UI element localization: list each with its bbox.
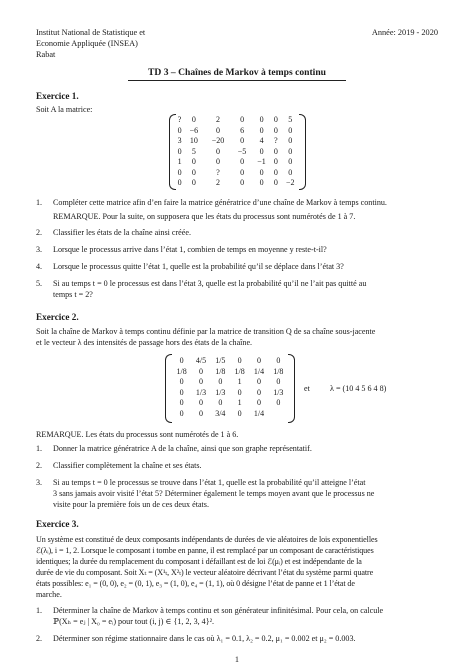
right-bracket xyxy=(299,114,306,190)
matrix-cell: 0 xyxy=(240,136,245,145)
matrix-cell: 0 xyxy=(198,408,203,418)
matrix-cell: 0 xyxy=(198,377,203,386)
matrix-cell: 1 xyxy=(237,377,242,386)
matrix-cell: 0 xyxy=(179,408,184,418)
matrix-cell: 1/3 xyxy=(273,387,284,397)
matrix-cell: ? xyxy=(274,136,278,145)
q-number: 5. xyxy=(36,279,43,288)
ex3-paragraph-line2: ℰ(λᵢ), i = 1, 2. Lorsque le composant i tombe en panne, il est remplacé par un composant de caractéristiques xyxy=(36,546,374,555)
matrix-cell: 0 xyxy=(215,157,220,166)
ex3-paragraph-line6: marche. xyxy=(36,590,62,599)
page-number: 1 xyxy=(234,655,240,664)
matrix-row xyxy=(175,115,300,126)
matrix-row xyxy=(172,388,288,399)
matrix-cell: 0 xyxy=(179,377,184,386)
matrix-cell: −1 xyxy=(257,157,266,166)
matrix-cell: 0 xyxy=(256,356,261,365)
ex1-matrix-table xyxy=(175,115,300,189)
ex1-q3: Lorsque le processus arrive dans l’état 1, combien de temps en moyenne y reste-t-il? xyxy=(53,245,327,254)
matrix-cell: 0 xyxy=(191,157,196,166)
matrix-cell: 0 xyxy=(273,115,278,124)
matrix-cell: 10 xyxy=(189,136,198,145)
q-number: 2. xyxy=(36,461,43,470)
matrix-cell: 3/4 xyxy=(215,408,226,418)
q-number: 1. xyxy=(36,444,43,453)
ex2-intro-line1: Soit la chaîne de Markov à temps continu définie par la matrice de transition Q de sa chaîne sous-jacente xyxy=(36,327,376,336)
matrix-cell: −6 xyxy=(189,125,199,135)
matrix-cell: 0 xyxy=(256,387,261,397)
matrix-cell: 0 xyxy=(276,356,281,365)
q-number: 3. xyxy=(36,478,43,487)
matrix-cell: ? xyxy=(177,115,182,124)
ex2-heading: Exercice 2. xyxy=(36,312,79,322)
matrix-cell: 1/8 xyxy=(273,366,284,376)
document-title: TD 3 – Chaînes de Markov à temps continu xyxy=(147,67,327,78)
ex2-matrix-table xyxy=(172,356,288,419)
matrix-cell: 0 xyxy=(288,136,293,145)
matrix-row xyxy=(175,136,300,147)
ex2-intro-line2: et le vecteur λ des intensités de passage hors des états de la chaîne. xyxy=(36,338,253,347)
matrix-cell: 1/4 xyxy=(253,408,265,418)
matrix-cell: 0 xyxy=(273,167,278,177)
matrix-row xyxy=(175,157,300,168)
ex2-q3-line3: visite pour la première fois un de ces deux états. xyxy=(53,500,209,509)
matrix-row xyxy=(175,168,300,179)
ex1-q5-line2: temps t = 2? xyxy=(53,290,93,299)
ex1-intro: Soit A la matrice: xyxy=(36,105,93,114)
matrix-cell: 0 xyxy=(177,125,182,135)
matrix-cell: 0 xyxy=(198,366,203,376)
matrix-row xyxy=(172,367,288,378)
matrix-cell: 1/4 xyxy=(253,366,265,376)
ex3-heading: Exercice 3. xyxy=(36,519,79,529)
ex3-paragraph-line1: Un système est constitué de deux composants indépendants de durées de vie aléatoires de lois exponentielles xyxy=(36,535,378,544)
matrix-cell: 0 xyxy=(288,146,293,156)
matrix-cell: 0 xyxy=(218,398,223,407)
ex1-q2: Classifier les états de la chaîne ainsi créée. xyxy=(53,228,191,237)
ex1-heading: Exercice 1. xyxy=(36,91,79,101)
ex3-paragraph-line5: états possibles: e₁ = (0, 0), e₂ = (0, 1), e₃ = (1, 0), e₄ = (1, 1), où 0 désigne l’état de panne et 1 l’état de xyxy=(36,579,355,588)
ex1-q5-line1: Si au temps t = 0 le processus est dans l’état 3, quelle est la probabilité qu’il ne l’ait pas quitté au xyxy=(53,279,367,288)
matrix-cell: 0 xyxy=(191,178,196,187)
q-number: 1. xyxy=(36,198,43,207)
ex1-q1: Compléter cette matrice afin d’en faire la matrice génératrice d’une chaîne de Markov à temps continu. xyxy=(53,198,387,207)
matrix-cell: 0 xyxy=(177,146,182,156)
matrix-cell: −2 xyxy=(285,178,295,187)
matrix-cell: 3 xyxy=(177,136,182,145)
matrix-cell: 0 xyxy=(198,398,203,407)
matrix-cell: 0 xyxy=(256,398,261,407)
matrix-cell: 0 xyxy=(276,377,281,386)
matrix-cell: 0 xyxy=(179,356,184,365)
ex1-remark: REMARQUE. Pour la suite, on supposera que les états du processus sont numérotés de 1 à 7. xyxy=(53,212,356,221)
city: Rabat xyxy=(36,50,56,59)
academic-year: Année: 2019 - 2020 xyxy=(371,28,438,37)
matrix-cell: 1 xyxy=(237,398,242,407)
matrix-cell: 0 xyxy=(288,125,293,135)
matrix-row xyxy=(175,178,300,189)
matrix-cell: 0 xyxy=(288,157,293,166)
matrix-cell: 0 xyxy=(191,115,196,124)
matrix-cell: 0 xyxy=(240,157,245,166)
matrix-cell xyxy=(269,409,288,420)
q-number: 1. xyxy=(36,606,43,615)
matrix-cell: 0 xyxy=(259,146,264,156)
institute-line2: Economie Appliquée (INSEA) xyxy=(36,39,138,48)
matrix-cell: 1/8 xyxy=(176,366,187,376)
matrix-cell: 0 xyxy=(288,167,293,177)
ex3-q1-line2: ℙ(Xₕ = eⱼ | X₀ = eᵢ) pour tout (i, j) ∈ {1, 2, 3, 4}². xyxy=(53,617,215,626)
matrix-cell: 4/5 xyxy=(195,356,207,365)
matrix-cell: 0 xyxy=(237,387,242,397)
matrix-cell: −5 xyxy=(237,146,247,156)
matrix-cell: 1/8 xyxy=(215,366,226,376)
ex2-q3-line1: Si au temps t = 0 le processus se trouve dans l’état 1, quelle est la probabilité qu’il atteigne l’état xyxy=(53,478,366,487)
matrix-cell: 2 xyxy=(215,178,220,187)
ex1-q4: Lorsque le processus quitte l’état 1, quelle est la probabilité qu’il se déplace dans l’état 3? xyxy=(53,262,344,271)
matrix-cell: ? xyxy=(216,167,220,177)
ex3-q1-line1: Déterminer la chaîne de Markov à temps continu et son générateur infinitésimal. Pour cela, on calcule xyxy=(53,606,384,615)
left-bracket xyxy=(165,354,172,423)
lambda-vector: λ = (10 4 5 6 4 8) xyxy=(330,384,387,393)
matrix-cell: 4 xyxy=(259,136,264,145)
matrix-cell: 0 xyxy=(218,377,223,386)
matrix-row xyxy=(172,377,288,388)
q-number: 4. xyxy=(36,262,43,271)
ex3-q2: Déterminer son régime stationnaire dans le cas où λ₁ = 0.1, λ₂ = 0.2, μ₁ = 0.002 et μ₂ = 0.003. xyxy=(53,634,356,643)
matrix-cell: 0 xyxy=(259,125,264,135)
matrix-cell: 0 xyxy=(259,167,264,177)
ex2-q3-line2: 3 sans jamais avoir visité l’état 5? Déterminer également le temps moyen avant que le processus ne xyxy=(53,489,375,498)
ex2-remark: REMARQUE. Les états du processus sont numérotés de 1 à 6. xyxy=(36,430,239,439)
matrix-cell: 1/8 xyxy=(234,366,245,376)
matrix-cell: 2 xyxy=(215,115,220,124)
ex2-q2: Classifier complètement la chaîne et ses états. xyxy=(53,461,202,470)
matrix-cell: 0 xyxy=(215,146,220,156)
ex3-paragraph-line3: identiques; la durée du remplacement du composant i défaillant est de loi ℰ(μᵢ) et est indépendante de la xyxy=(36,557,362,566)
matrix-cell: 0 xyxy=(259,178,264,187)
q-number: 2. xyxy=(36,228,43,237)
matrix-cell: 5 xyxy=(191,146,196,156)
matrix-cell: 0 xyxy=(237,408,242,418)
q-number: 3. xyxy=(36,245,43,254)
matrix-cell: 0 xyxy=(177,178,182,187)
q-number: 2. xyxy=(36,634,43,643)
title-underline xyxy=(128,80,346,81)
matrix-cell: 0 xyxy=(273,125,278,135)
matrix-cell: 1/3 xyxy=(195,387,207,397)
matrix-cell: 1/3 xyxy=(215,387,226,397)
and-word: et xyxy=(304,384,310,393)
matrix-cell: 0 xyxy=(179,398,184,407)
ex3-paragraph-line4: durée de vie du composant. Soit Xₜ = (X¹ₜ, X²ₜ) le vecteur aléatoire décrivant l’état du système parmi quatre xyxy=(36,568,374,577)
matrix-cell: 1 xyxy=(177,157,182,166)
ex2-matrix xyxy=(165,354,295,423)
matrix-cell: 0 xyxy=(259,115,264,124)
matrix-cell: 0 xyxy=(179,387,184,397)
matrix-row xyxy=(172,398,288,409)
matrix-row xyxy=(172,356,288,367)
matrix-cell: 0 xyxy=(240,167,245,177)
matrix-cell: 0 xyxy=(240,178,245,187)
matrix-row xyxy=(172,409,288,420)
matrix-cell: −20 xyxy=(211,136,225,145)
matrix-cell: 0 xyxy=(215,125,220,135)
ex1-matrix xyxy=(169,114,306,190)
matrix-cell: 0 xyxy=(237,356,242,365)
right-bracket xyxy=(288,354,295,423)
matrix-cell: 1/5 xyxy=(215,356,226,365)
matrix-cell: 0 xyxy=(177,167,182,177)
matrix-cell: 0 xyxy=(191,167,196,177)
matrix-cell: 0 xyxy=(273,178,278,187)
matrix-row xyxy=(175,147,300,158)
matrix-cell: 0 xyxy=(276,398,281,407)
matrix-cell: 6 xyxy=(240,125,245,135)
matrix-cell: 5 xyxy=(288,115,293,124)
matrix-cell: 0 xyxy=(240,115,245,124)
matrix-cell: 0 xyxy=(273,146,278,156)
matrix-cell: 0 xyxy=(273,157,278,166)
institute-line1: Institut National de Statistique et xyxy=(36,28,146,37)
matrix-cell: 0 xyxy=(256,377,261,386)
ex2-q1: Donner la matrice génératrice A de la chaîne, ainsi que son graphe représentatif. xyxy=(53,444,312,453)
matrix-row xyxy=(175,126,300,137)
